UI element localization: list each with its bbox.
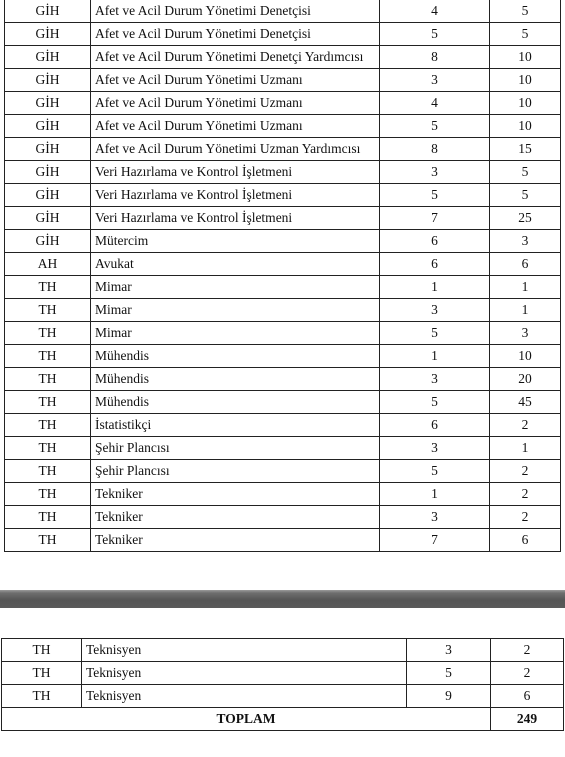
table-row	[5, 345, 561, 368]
table-row	[5, 299, 561, 322]
table-row	[2, 685, 564, 708]
grade-cell: 3	[380, 69, 490, 92]
class-cell: GİH	[5, 69, 91, 92]
count-cell: 6	[490, 253, 561, 276]
count-cell: 3	[490, 230, 561, 253]
table-row	[5, 92, 561, 115]
class-cell: TH	[2, 639, 82, 662]
class-cell: GİH	[5, 92, 91, 115]
count-cell: 20	[490, 368, 561, 391]
title-cell: Afet ve Acil Durum Yönetimi Uzman Yardımcısı	[91, 138, 380, 161]
class-cell: TH	[5, 529, 91, 552]
class-cell: TH	[5, 322, 91, 345]
count-cell: 10	[490, 345, 561, 368]
table-row	[5, 0, 561, 23]
title-cell: Afet ve Acil Durum Yönetimi Uzmanı	[91, 115, 380, 138]
table-row	[5, 460, 561, 483]
table-row	[5, 161, 561, 184]
class-cell: GİH	[5, 23, 91, 46]
title-cell: Mühendis	[91, 391, 380, 414]
title-cell: Afet ve Acil Durum Yönetimi Uzmanı	[91, 92, 380, 115]
count-cell: 6	[490, 529, 561, 552]
count-cell: 2	[490, 460, 561, 483]
grade-cell: 3	[380, 161, 490, 184]
total-value: 249	[491, 708, 564, 731]
class-cell: GİH	[5, 230, 91, 253]
grade-cell: 3	[407, 639, 491, 662]
table-row	[5, 23, 561, 46]
title-cell: Veri Hazırlama ve Kontrol İşletmeni	[91, 161, 380, 184]
page-lower	[0, 608, 565, 757]
table-row	[5, 276, 561, 299]
count-cell: 1	[490, 276, 561, 299]
class-cell: TH	[5, 368, 91, 391]
count-cell: 3	[490, 322, 561, 345]
title-cell: Mimar	[91, 322, 380, 345]
count-cell: 10	[490, 92, 561, 115]
title-cell: Tekniker	[91, 506, 380, 529]
grade-cell: 3	[380, 299, 490, 322]
title-cell: Avukat	[91, 253, 380, 276]
class-cell: TH	[5, 506, 91, 529]
total-label: TOPLAM	[2, 708, 491, 731]
table-row	[5, 69, 561, 92]
title-cell: Afet ve Acil Durum Yönetimi Denetçi Yardımcısı	[91, 46, 380, 69]
count-cell: 45	[490, 391, 561, 414]
count-cell: 5	[490, 161, 561, 184]
count-cell: 2	[491, 639, 564, 662]
count-cell: 10	[490, 46, 561, 69]
staff-table-lower	[1, 638, 564, 731]
grade-cell: 5	[380, 460, 490, 483]
class-cell: TH	[2, 685, 82, 708]
class-cell: TH	[5, 299, 91, 322]
class-cell: GİH	[5, 184, 91, 207]
grade-cell: 7	[380, 207, 490, 230]
grade-cell: 3	[380, 506, 490, 529]
grade-cell: 6	[380, 253, 490, 276]
class-cell: TH	[5, 460, 91, 483]
staff-table-upper	[4, 0, 561, 552]
table-row	[2, 662, 564, 685]
grade-cell: 6	[380, 414, 490, 437]
grade-cell: 5	[407, 662, 491, 685]
count-cell: 25	[490, 207, 561, 230]
grade-cell: 3	[380, 368, 490, 391]
class-cell: AH	[5, 253, 91, 276]
title-cell: Tekniker	[91, 529, 380, 552]
grade-cell: 6	[380, 230, 490, 253]
grade-cell: 1	[380, 483, 490, 506]
table-row	[5, 483, 561, 506]
table-row	[5, 529, 561, 552]
grade-cell: 8	[380, 46, 490, 69]
title-cell: Afet ve Acil Durum Yönetimi Denetçisi	[91, 0, 380, 23]
grade-cell: 5	[380, 322, 490, 345]
count-cell: 1	[490, 437, 561, 460]
title-cell: Şehir Plancısı	[91, 460, 380, 483]
title-cell: Mühendis	[91, 345, 380, 368]
class-cell: TH	[5, 345, 91, 368]
table-row	[5, 207, 561, 230]
class-cell: GİH	[5, 0, 91, 23]
title-cell: Mimar	[91, 276, 380, 299]
class-cell: GİH	[5, 138, 91, 161]
title-cell: İstatistikçi	[91, 414, 380, 437]
title-cell: Mimar	[91, 299, 380, 322]
grade-cell: 7	[380, 529, 490, 552]
count-cell: 10	[490, 69, 561, 92]
grade-cell: 5	[380, 115, 490, 138]
count-cell: 10	[490, 115, 561, 138]
table-row	[5, 322, 561, 345]
class-cell: GİH	[5, 46, 91, 69]
count-cell: 2	[490, 483, 561, 506]
table-row	[5, 138, 561, 161]
count-cell: 5	[490, 184, 561, 207]
grade-cell: 1	[380, 345, 490, 368]
count-cell: 5	[490, 0, 561, 23]
grade-cell: 3	[380, 437, 490, 460]
class-cell: GİH	[5, 207, 91, 230]
table-row	[5, 368, 561, 391]
title-cell: Şehir Plancısı	[91, 437, 380, 460]
class-cell: TH	[2, 662, 82, 685]
grade-cell: 1	[380, 276, 490, 299]
page-separator	[0, 576, 565, 608]
table-row	[5, 391, 561, 414]
class-cell: TH	[5, 391, 91, 414]
title-cell: Tekniker	[91, 483, 380, 506]
table-row	[5, 115, 561, 138]
class-cell: TH	[5, 437, 91, 460]
table-row	[5, 230, 561, 253]
count-cell: 2	[491, 662, 564, 685]
grade-cell: 9	[407, 685, 491, 708]
title-cell: Afet ve Acil Durum Yönetimi Uzmanı	[91, 69, 380, 92]
class-cell: TH	[5, 276, 91, 299]
class-cell: GİH	[5, 161, 91, 184]
table-row	[5, 253, 561, 276]
table-row	[5, 506, 561, 529]
count-cell: 15	[490, 138, 561, 161]
total-row	[2, 708, 564, 731]
count-cell: 1	[490, 299, 561, 322]
class-cell: TH	[5, 414, 91, 437]
table-row	[5, 184, 561, 207]
grade-cell: 5	[380, 184, 490, 207]
count-cell: 2	[490, 506, 561, 529]
title-cell: Mütercim	[91, 230, 380, 253]
table-row	[5, 414, 561, 437]
title-cell: Veri Hazırlama ve Kontrol İşletmeni	[91, 207, 380, 230]
table-row	[5, 46, 561, 69]
title-cell: Teknisyen	[82, 662, 407, 685]
title-cell: Teknisyen	[82, 685, 407, 708]
count-cell: 6	[491, 685, 564, 708]
title-cell: Afet ve Acil Durum Yönetimi Denetçisi	[91, 23, 380, 46]
grade-cell: 5	[380, 391, 490, 414]
class-cell: TH	[5, 483, 91, 506]
table-row	[2, 639, 564, 662]
table-row	[5, 437, 561, 460]
count-cell: 2	[490, 414, 561, 437]
grade-cell: 4	[380, 0, 490, 23]
class-cell: GİH	[5, 115, 91, 138]
title-cell: Mühendis	[91, 368, 380, 391]
title-cell: Teknisyen	[82, 639, 407, 662]
title-cell: Veri Hazırlama ve Kontrol İşletmeni	[91, 184, 380, 207]
count-cell: 5	[490, 23, 561, 46]
grade-cell: 8	[380, 138, 490, 161]
grade-cell: 5	[380, 23, 490, 46]
grade-cell: 4	[380, 92, 490, 115]
